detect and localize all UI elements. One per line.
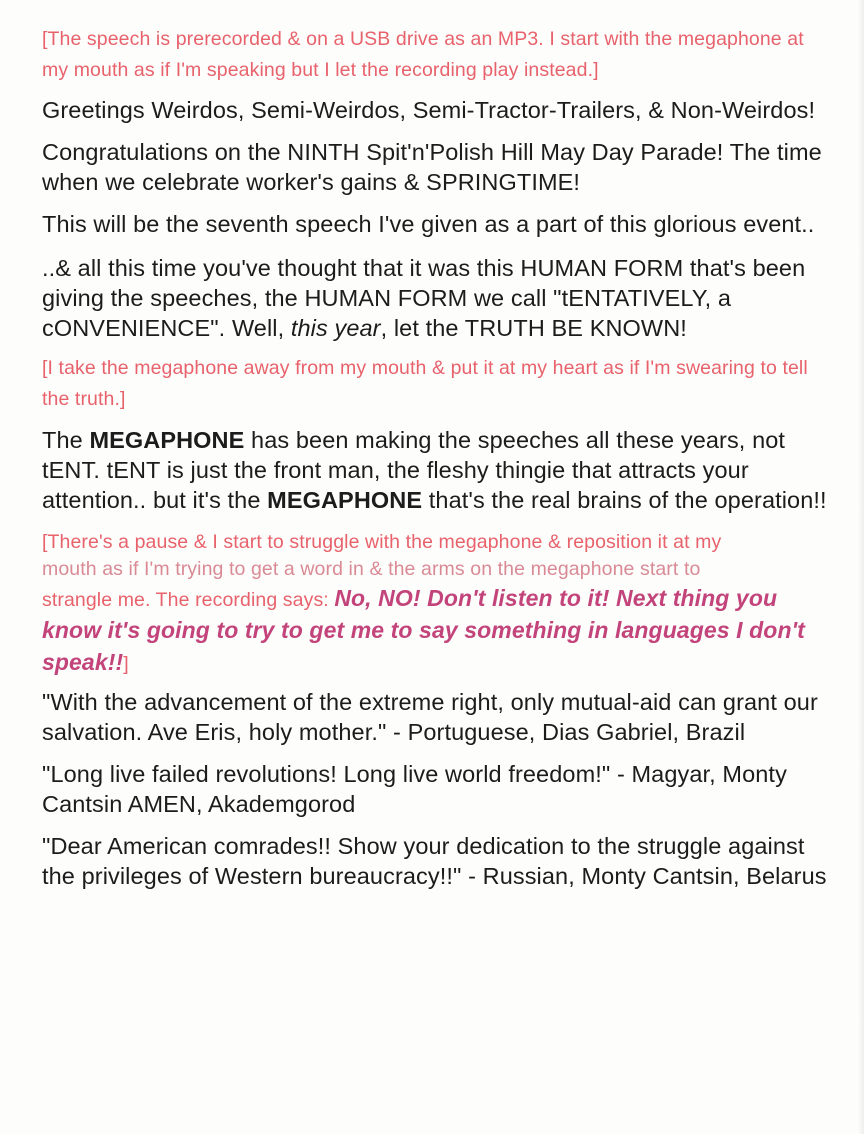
greeting-paragraph: Greetings Weirdos, Semi-Weirdos, Semi-Tractor-Trailers, & Non-Weirdos! <box>42 97 816 123</box>
megaphone-text-a: The <box>42 427 90 453</box>
megaphone-text-d: that's the real brains of the operation!! <box>422 487 827 513</box>
human-form-text-start: ..& all this time you've thought that it was this HUMAN FORM that's been giving the speeches, the HUMAN FORM we call "tENTATIVELY, a cONVENIENCE". Well, <box>42 255 806 341</box>
portuguese-quote: "With the advancement of the extreme right, only mutual-aid can grant our salvation. Ave Eris, holy mother." - Portuguese, Dias Gabriel, Brazil <box>42 689 818 745</box>
recording-says-text: strangle me. The recording says: <box>42 589 335 611</box>
page-edge-shadow <box>858 0 864 1134</box>
struggle-line-1: [There's a pause & I start to struggle with the megaphone & reposition it at my <box>42 531 722 553</box>
seventh-speech-paragraph: This will be the seventh speech I've given as a part of this glorious event.. <box>42 211 815 237</box>
human-form-paragraph <box>42 253 834 343</box>
this-year-emphasis: this year <box>290 315 381 341</box>
megaphone-paragraph <box>42 425 834 515</box>
russian-quote: "Dear American comrades!! Show your dedication to the struggle against the privileges of Western bureaucracy!!" - Russian, Monty Cantsin, Belarus <box>42 833 827 889</box>
stage-direction-heart: [I take the megaphone away from my mouth & put it at my heart as if I'm swearing to tell the truth.] <box>42 357 808 410</box>
megaphone-emphasis-1: MEGAPHONE <box>89 427 245 453</box>
struggle-line-2: mouth as if I'm trying to get a word in & the arms on the megaphone start to <box>42 558 701 580</box>
closing-bracket: ] <box>123 653 129 675</box>
recording-quote: No, NO! Don't listen to it! Next thing you know it's going to try to get me to say something in languages I don't speak!! <box>42 585 805 675</box>
human-form-text-end: , let the TRUTH BE KNOWN! <box>380 315 687 341</box>
magyar-quote: "Long live failed revolutions! Long live world freedom!" - Magyar, Monty Cantsin AMEN, Akademgorod <box>42 761 787 817</box>
struggle-line-3 <box>42 583 834 679</box>
megaphone-emphasis-2: MEGAPHONE <box>267 487 423 513</box>
stage-direction-struggle <box>42 529 834 679</box>
stage-direction-intro: [The speech is prerecorded & on a USB drive as an MP3. I start with the megaphone at my mouth as if I'm speaking but I let the recording play instead.] <box>42 28 804 81</box>
megaphone-text-c: has been making the speeches all these years, not tENT. tENT is just the front man, the fleshy thingie that attracts your attention.. but it's the <box>42 427 786 513</box>
congratulations-paragraph: Congratulations on the NINTH Spit'n'Polish Hill May Day Parade! The time when we celebrate worker's gains & SPRINGTIME! <box>42 139 822 195</box>
